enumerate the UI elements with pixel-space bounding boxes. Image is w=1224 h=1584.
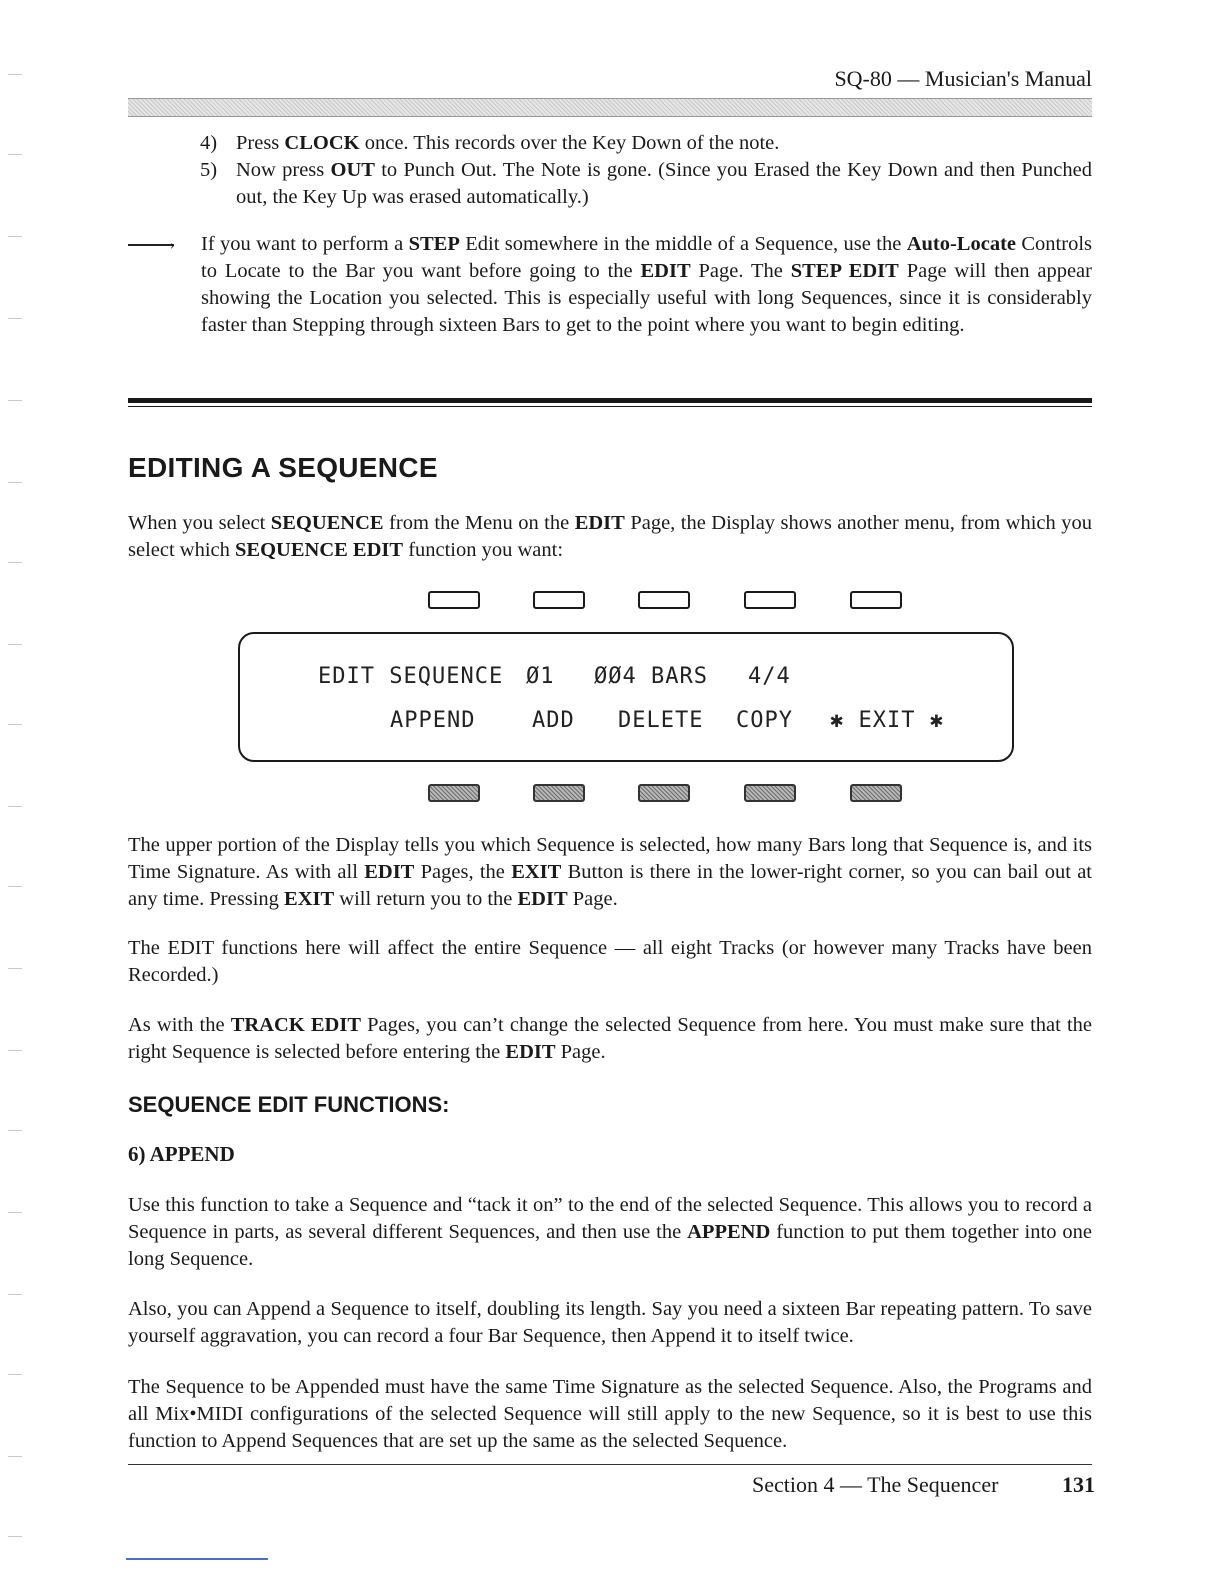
page-number: 131 bbox=[1062, 1472, 1095, 1497]
display-softkey-bottom-4 bbox=[744, 784, 796, 802]
intro-paragraph: When you select SEQUENCE from the Menu on the EDIT Page, the Display shows another menu, from which you select which SEQUENCE EDIT function you want: bbox=[128, 512, 1093, 561]
section-divider-thin bbox=[128, 406, 1092, 407]
lcd-time-signature: 4/4 bbox=[748, 664, 791, 689]
lcd-display bbox=[238, 632, 1014, 762]
display-softkey-bottom-1 bbox=[428, 784, 480, 802]
lcd-sequence-number: Ø1 bbox=[526, 664, 555, 689]
display-softkey-bottom-2 bbox=[533, 784, 585, 802]
function-title: 6) APPEND bbox=[128, 1142, 235, 1166]
step-item bbox=[200, 130, 1092, 157]
append-paragraph: Use this function to take a Sequence and “tack it on” to the end of the selected Sequence. This allows you to record a Sequence in parts, as several different Sequences, and then use the APPEND function to put them together into one long Sequence. bbox=[128, 1194, 1092, 1270]
arrow-line bbox=[128, 244, 174, 246]
step-item bbox=[200, 157, 1092, 211]
lcd-copy: COPY bbox=[736, 708, 793, 733]
scan-underline-mark bbox=[126, 1558, 268, 1560]
lcd-bars: ØØ4 BARS bbox=[594, 664, 708, 689]
lcd-append: APPEND bbox=[390, 708, 476, 733]
footer-section: Section 4 — The Sequencer bbox=[752, 1472, 999, 1497]
step-list bbox=[200, 130, 1092, 211]
step-text: Press CLOCK once. This records over the Key Down of the note. bbox=[236, 132, 780, 154]
display-softkey-top-5 bbox=[850, 591, 902, 609]
subsection-title: SEQUENCE EDIT FUNCTIONS: bbox=[128, 1092, 450, 1117]
body-paragraph: The upper portion of the Display tells you which Sequence is selected, how many Bars long that Sequence is, and its Time Signature. As with all EDIT Pages, the EXIT Button is there in the lower-right corner, so you can bail out at any time. Pressing EXIT will return you to the EDIT Page. bbox=[128, 834, 1092, 910]
display-softkey-top-4 bbox=[744, 591, 796, 609]
section-title: EDITING A SEQUENCE bbox=[128, 452, 438, 483]
append-paragraph: Also, you can Append a Sequence to itself, doubling its length. Say you need a sixteen Bar repeating pattern. To save yourself aggravation, you can record a four Bar Sequence, then Append it to itself twice. bbox=[128, 1298, 1092, 1347]
lcd-label: EDIT SEQUENCE bbox=[318, 664, 504, 689]
arrow-note-text: If you want to perform a STEP Edit somewhere in the middle of a Sequence, use the Auto-Locate Controls to Locate to the Bar you want before going to the EDIT Page. The STEP EDIT Page will then appear showing the Location you selected. This is especially useful with long Sequences, since it is considerably faster than Stepping through sixteen Bars to get to the point where you want to begin editing. bbox=[201, 233, 1092, 336]
body-paragraph: The EDIT functions here will affect the entire Sequence — all eight Tracks (or however many Tracks have been Recorded.) bbox=[128, 937, 1092, 986]
display-softkey-bottom-5 bbox=[850, 784, 902, 802]
display-softkey-top-3 bbox=[638, 591, 690, 609]
lcd-exit: ✱ EXIT ✱ bbox=[830, 708, 944, 733]
lcd-delete: DELETE bbox=[618, 708, 704, 733]
step-number: 5) bbox=[200, 159, 218, 181]
step-text: Now press OUT to Punch Out. The Note is gone. (Since you Erased the Key Down and then Punched out, the Key Up was erased automatically.) bbox=[236, 159, 1092, 208]
body-paragraph: As with the TRACK EDIT Pages, you can’t change the selected Sequence from here. You must make sure that the right Sequence is selected before entering the EDIT Page. bbox=[128, 1014, 1092, 1063]
header-shade-bar bbox=[128, 98, 1092, 117]
arrow-head-icon: › bbox=[170, 238, 175, 253]
page-header-title: SQ-80 — Musician's Manual bbox=[834, 66, 1092, 91]
section-divider bbox=[128, 398, 1092, 403]
display-softkey-top-1 bbox=[428, 591, 480, 609]
display-softkey-top-2 bbox=[533, 591, 585, 609]
lcd-add: ADD bbox=[532, 708, 575, 733]
footer-rule bbox=[128, 1464, 1092, 1465]
step-number: 4) bbox=[200, 132, 218, 154]
append-paragraph: The Sequence to be Appended must have the same Time Signature as the selected Sequence. Also, the Programs and all Mix•MIDI configurations of the selected Sequence will still apply to the new Sequence, so it is best to use this function to Append Sequences that are set up the same as the selected Sequence. bbox=[128, 1376, 1092, 1452]
display-softkey-bottom-3 bbox=[638, 784, 690, 802]
